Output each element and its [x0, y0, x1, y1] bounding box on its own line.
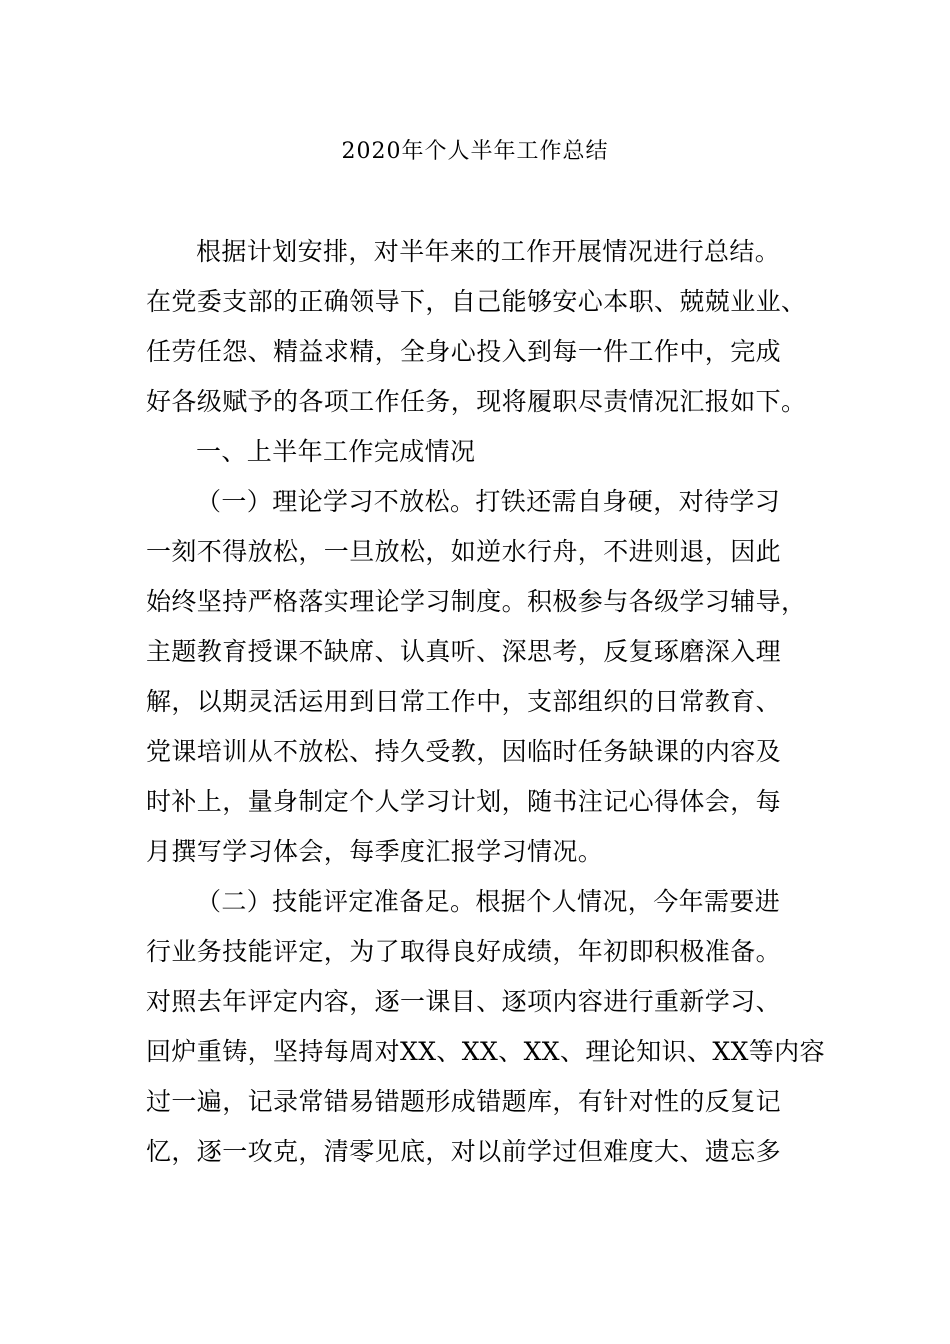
document-title: 2020年个人半年工作总结 [341, 139, 609, 164]
paragraph-line: 行业务技能评定，为了取得良好成绩，年初即积极准备。 [146, 937, 782, 966]
paragraph-line: 时补上，量身制定个人学习计划，随书注记心得体会，每 [146, 787, 782, 816]
paragraph-line: 解，以期灵活运用到日常工作中，支部组织的日常教育、 [146, 687, 782, 716]
paragraph-line: 主题教育授课不缺席、认真听、深思考，反复琢磨深入理 [146, 637, 782, 666]
paragraph-line: 始终坚持严格落实理论学习制度。积极参与各级学习辅导， [146, 587, 807, 616]
paragraph-line: （一）理论学习不放松。打铁还需自身硬，对待学习 [196, 487, 781, 516]
paragraph-line: 在党委支部的正确领导下，自己能够安心本职、兢兢业业、 [146, 287, 807, 316]
section-heading: 一、上半年工作完成情况 [196, 437, 476, 466]
paragraph-line: 好各级赋予的各项工作任务，现将履职尽责情况汇报如下。 [146, 387, 807, 416]
paragraph-line: 任劳任怨、精益求精，全身心投入到每一件工作中，完成 [146, 337, 782, 366]
paragraph-line: 回炉重铸，坚持每周对XX、XX、XX、理论知识、XX等内容 [146, 1037, 825, 1066]
paragraph-line: 对照去年评定内容，逐一课目、逐项内容进行重新学习、 [146, 987, 782, 1016]
paragraph-line: 过一遍，记录常错易错题形成错题库，有针对性的反复记 [146, 1087, 782, 1116]
paragraph-line: 一刻不得放松，一旦放松，如逆水行舟，不进则退，因此 [146, 537, 782, 566]
paragraph-line: 根据计划安排，对半年来的工作开展情况进行总结。 [196, 237, 781, 266]
paragraph-line: （二）技能评定准备足。根据个人情况，今年需要进 [196, 887, 781, 916]
paragraph-line: 党课培训从不放松、持久受教，因临时任务缺课的内容及 [146, 737, 782, 766]
paragraph-line: 忆，逐一攻克，清零见底，对以前学过但难度大、遗忘多 [146, 1137, 782, 1166]
paragraph-line: 月撰写学习体会，每季度汇报学习情况。 [146, 837, 604, 866]
